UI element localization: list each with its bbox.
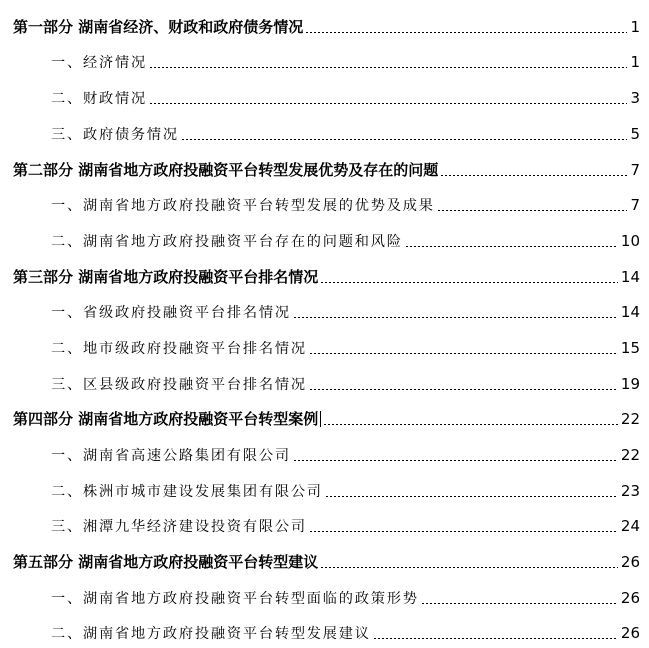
toc-entry-page: 22 [620,410,640,428]
toc-entry-page: 19 [620,375,640,393]
toc-entry-page: 15 [620,339,640,357]
toc-entry[interactable] [0,71,649,106]
toc-entry-title: 一、湖南省高速公路集团有限公司 [51,447,291,464]
toc-entry-title: 第五部分 湖南省地方政府投融资平台转型建议 [13,553,319,571]
dot-leader [309,353,618,354]
toc-entry-page: 1 [630,18,640,36]
toc-entry-part3[interactable] [0,250,649,285]
toc-entry[interactable] [0,214,649,249]
toc-entry-page: 26 [620,553,640,571]
toc-entry-page: 26 [620,624,640,642]
toc-entry[interactable] [0,285,649,320]
dot-leader [149,103,628,104]
toc-entry-title: 第四部分 湖南省地方政府投融资平台转型案例 [13,410,319,428]
toc-entry-title: 二、湖南省地方政府投融资平台转型发展建议 [51,625,371,642]
toc-entry-page: 26 [620,589,640,607]
dot-leader [320,567,618,568]
toc-entry-page: 1 [630,53,640,71]
toc-entry-page: 7 [630,196,640,214]
toc-entry-title: 二、地市级政府投融资平台排名情况 [51,340,307,357]
toc-entry-title: 一、省级政府投融资平台排名情况 [51,304,291,321]
dot-leader [149,67,628,68]
toc-entry[interactable] [0,357,649,392]
dot-leader [325,496,618,497]
toc-entry[interactable] [0,606,649,641]
toc-entry-page: 14 [620,303,640,321]
toc-entry-title: 一、湖南省地方政府投融资平台转型发展的优势及成果 [51,197,435,214]
toc-entry[interactable] [0,321,649,356]
dot-leader [320,282,618,283]
toc-entry-page: 22 [620,446,640,464]
toc-entry[interactable] [0,499,649,534]
dot-leader [440,175,627,176]
toc-entry-title: 第三部分 湖南省地方政府投融资平台排名情况 [13,268,319,286]
toc-entry-title: 三、区县级政府投融资平台排名情况 [51,376,307,393]
toc-entry-part4[interactable] [0,392,649,427]
dot-leader [181,139,628,140]
toc-entry-title: 三、湘潭九华经济建设投资有限公司 [51,518,307,535]
dot-leader [405,246,618,247]
dot-leader [323,424,618,425]
toc-entry-page: 7 [630,161,640,179]
toc-entry-page: 3 [630,89,640,107]
toc-entry-part1[interactable] [0,0,649,35]
toc-entry-title: 二、湖南省地方政府投融资平台存在的问题和风险 [51,233,403,250]
toc-entry-page: 5 [630,125,640,143]
toc-entry-title: 第一部分 湖南省经济、财政和政府债务情况 [13,18,304,36]
toc-entry[interactable] [0,178,649,213]
dot-leader [421,603,618,604]
text-cursor [320,411,321,427]
toc-entry-part2[interactable] [0,143,649,178]
dot-leader [437,210,628,211]
dot-leader [293,317,618,318]
toc-entry-page: 14 [620,268,640,286]
toc-entry-title: 二、株洲市城市建设发展集团有限公司 [51,483,323,500]
toc-entry-page: 10 [620,232,640,250]
toc-entry-title: 三、政府债务情况 [51,126,179,143]
toc-entry[interactable] [0,571,649,606]
toc-entry[interactable] [0,464,649,499]
toc-entry-part5[interactable] [0,535,649,570]
toc-entry[interactable] [0,107,649,142]
toc-entry-title: 第二部分 湖南省地方政府投融资平台转型发展优势及存在的问题 [13,161,439,179]
toc-entry-title: 一、湖南省地方政府投融资平台转型面临的政策形势 [51,590,419,607]
toc-entry-title: 一、经济情况 [51,54,147,71]
toc-entry-title: 二、财政情况 [51,90,147,107]
toc-entry[interactable] [0,428,649,463]
dot-leader [293,460,618,461]
toc-entry-page: 24 [620,517,640,535]
dot-leader [309,531,618,532]
dot-leader [305,32,627,33]
toc-entry-page: 23 [620,482,640,500]
dot-leader [309,389,618,390]
toc-entry[interactable] [0,35,649,70]
dot-leader [373,638,618,639]
